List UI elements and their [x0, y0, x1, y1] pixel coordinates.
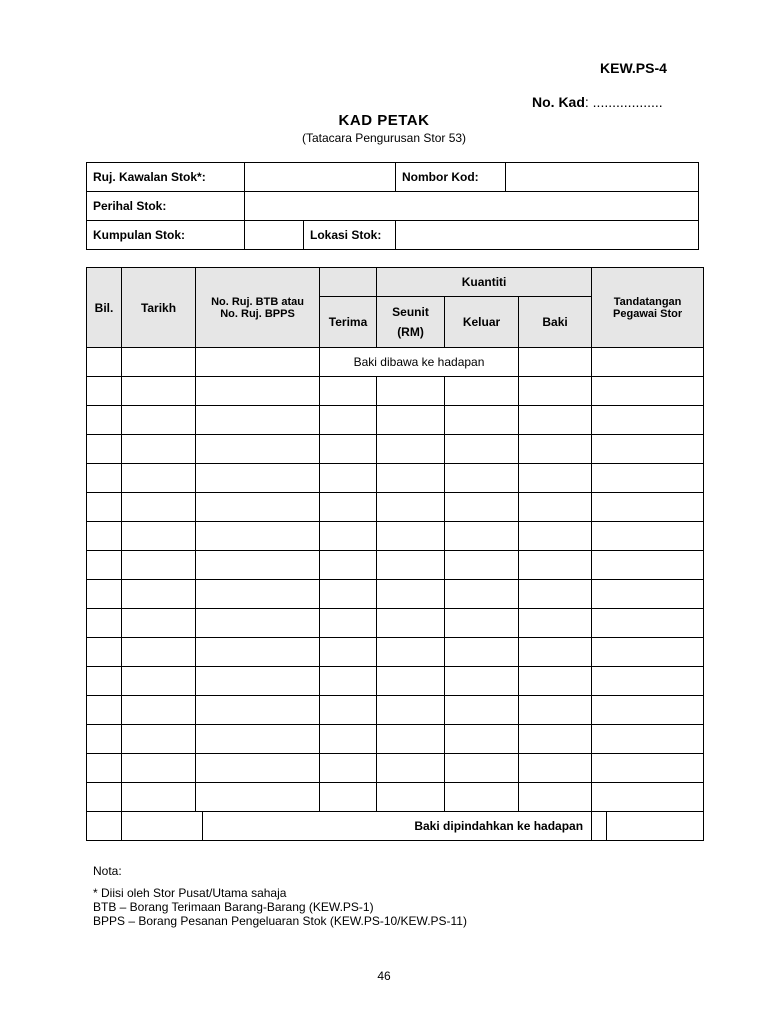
keluar-header: Keluar [445, 297, 519, 348]
table-cell[interactable] [122, 435, 196, 464]
table-cell[interactable] [196, 609, 320, 638]
stock-group-field[interactable] [245, 221, 304, 250]
table-cell[interactable] [519, 435, 592, 464]
table-cell[interactable] [122, 609, 196, 638]
table-cell[interactable] [377, 522, 445, 551]
table-cell[interactable] [592, 667, 704, 696]
table-cell[interactable] [122, 580, 196, 609]
table-cell[interactable] [377, 667, 445, 696]
table-cell[interactable] [519, 754, 592, 783]
table-cell[interactable] [196, 406, 320, 435]
notes-section [93, 864, 467, 928]
table-cell[interactable] [445, 580, 519, 609]
table-cell[interactable] [519, 406, 592, 435]
table-cell[interactable] [519, 696, 592, 725]
stock-card-table [86, 267, 704, 841]
table-cell[interactable] [377, 783, 445, 812]
page-number: 46 [377, 969, 391, 983]
stock-group-label: Kumpulan Stok: [87, 221, 245, 250]
table-cell[interactable] [320, 754, 377, 783]
table-cell[interactable] [320, 551, 377, 580]
table-cell[interactable] [87, 812, 122, 841]
table-cell[interactable] [519, 783, 592, 812]
table-cell[interactable] [592, 551, 704, 580]
table-cell[interactable] [87, 406, 122, 435]
table-cell[interactable] [196, 580, 320, 609]
table-cell[interactable] [87, 725, 122, 754]
table-cell[interactable] [196, 348, 320, 377]
table-cell[interactable] [445, 754, 519, 783]
bil-header: Bil. [87, 268, 122, 348]
table-cell[interactable] [445, 783, 519, 812]
table-cell[interactable] [445, 493, 519, 522]
table-cell[interactable] [196, 435, 320, 464]
table-cell[interactable] [445, 464, 519, 493]
table-cell[interactable] [87, 580, 122, 609]
table-cell[interactable] [122, 667, 196, 696]
table-row [87, 464, 704, 493]
table-cell[interactable] [87, 435, 122, 464]
table-cell[interactable] [87, 464, 122, 493]
carried-forward-row [87, 348, 704, 377]
table-cell[interactable] [519, 464, 592, 493]
terima-header: Terima [320, 297, 377, 348]
kuantiti-header: Kuantiti [377, 268, 592, 297]
table-cell[interactable] [377, 435, 445, 464]
card-number-value[interactable]: : .................. [584, 94, 663, 110]
table-cell[interactable] [519, 493, 592, 522]
table-cell[interactable] [122, 464, 196, 493]
table-cell[interactable] [122, 377, 196, 406]
table-cell[interactable] [196, 638, 320, 667]
table-cell[interactable] [519, 638, 592, 667]
note-line: BTB – Borang Terimaan Barang-Barang (KEW.PS-1) [93, 900, 374, 914]
stock-control-ref-field[interactable] [245, 163, 396, 192]
table-cell[interactable] [377, 551, 445, 580]
notes-heading: Nota: [93, 864, 122, 878]
table-row [87, 754, 704, 783]
table-row [87, 551, 704, 580]
table-row [87, 725, 704, 754]
table-cell[interactable] [445, 725, 519, 754]
table-cell[interactable] [592, 493, 704, 522]
stock-info-table [86, 162, 699, 250]
table-cell[interactable] [592, 435, 704, 464]
table-cell[interactable] [519, 377, 592, 406]
table-cell[interactable] [320, 783, 377, 812]
carried-forward-label: Baki dibawa ke hadapan [320, 348, 519, 377]
table-cell[interactable] [445, 696, 519, 725]
table-cell[interactable] [592, 609, 704, 638]
stock-entry-rows [87, 377, 704, 812]
card-number [532, 94, 663, 110]
table-cell[interactable] [320, 406, 377, 435]
page-subtitle: (Tatacara Pengurusan Stor 53) [301, 131, 467, 145]
stock-location-field[interactable] [396, 221, 699, 250]
table-cell[interactable] [87, 377, 122, 406]
table-cell[interactable] [377, 377, 445, 406]
table-cell[interactable] [445, 406, 519, 435]
reference-header-line2: No. Ruj. BPPS [220, 307, 295, 320]
quantity-spacer-header [320, 268, 377, 297]
table-cell[interactable] [592, 812, 607, 841]
table-cell[interactable] [87, 493, 122, 522]
signature-header-line1: Tandatangan [613, 295, 682, 308]
table-row [87, 609, 704, 638]
table-cell[interactable] [592, 638, 704, 667]
stock-control-ref-label: Ruj. Kawalan Stok*: [87, 163, 245, 192]
table-cell[interactable] [196, 725, 320, 754]
table-cell[interactable] [320, 522, 377, 551]
note-line: BPPS – Borang Pesanan Pengeluaran Stok (KEW.PS-10/KEW.PS-11) [93, 914, 467, 928]
table-cell[interactable] [320, 377, 377, 406]
table-cell[interactable] [445, 522, 519, 551]
table-cell[interactable] [122, 551, 196, 580]
table-cell[interactable] [320, 725, 377, 754]
carried-over-row [87, 812, 704, 841]
table-cell[interactable] [196, 522, 320, 551]
table-cell[interactable] [320, 696, 377, 725]
table-cell[interactable] [87, 783, 122, 812]
table-cell[interactable] [377, 754, 445, 783]
card-number-label: No. Kad [532, 94, 585, 110]
table-cell[interactable] [122, 725, 196, 754]
table-cell[interactable] [196, 464, 320, 493]
table-cell[interactable] [320, 493, 377, 522]
table-cell[interactable] [87, 609, 122, 638]
table-cell[interactable] [320, 667, 377, 696]
table-row [87, 696, 704, 725]
table-cell[interactable] [122, 696, 196, 725]
table-cell[interactable] [196, 551, 320, 580]
table-cell[interactable] [122, 348, 196, 377]
table-cell[interactable] [592, 522, 704, 551]
table-cell[interactable] [519, 522, 592, 551]
table-cell[interactable] [519, 667, 592, 696]
table-row [87, 493, 704, 522]
table-cell[interactable] [122, 522, 196, 551]
stock-subject-label: Perihal Stok: [87, 192, 245, 221]
table-row [87, 638, 704, 667]
table-cell[interactable] [196, 377, 320, 406]
table-cell[interactable] [592, 580, 704, 609]
table-cell[interactable] [519, 609, 592, 638]
signature-header-line2: Pegawai Stor [613, 307, 683, 320]
code-number-label: Nombor Kod: [396, 163, 506, 192]
table-cell[interactable] [377, 464, 445, 493]
table-cell[interactable] [592, 696, 704, 725]
table-cell[interactable] [519, 725, 592, 754]
table-cell[interactable] [196, 696, 320, 725]
page-title: KAD PETAK [338, 112, 430, 129]
baki-header: Baki [519, 297, 592, 348]
table-cell[interactable] [592, 348, 704, 377]
table-cell[interactable] [377, 638, 445, 667]
table-cell[interactable] [320, 609, 377, 638]
table-cell[interactable] [592, 377, 704, 406]
table-cell[interactable] [320, 638, 377, 667]
table-cell[interactable] [592, 406, 704, 435]
table-row [87, 435, 704, 464]
table-cell[interactable] [196, 783, 320, 812]
table-row [87, 667, 704, 696]
table-cell[interactable] [377, 609, 445, 638]
table-cell[interactable] [122, 754, 196, 783]
table-cell[interactable] [320, 464, 377, 493]
table-cell[interactable] [592, 725, 704, 754]
table-cell[interactable] [592, 783, 704, 812]
table-cell[interactable] [519, 348, 592, 377]
table-cell[interactable] [445, 551, 519, 580]
table-cell[interactable] [87, 667, 122, 696]
table-cell[interactable] [320, 580, 377, 609]
table-cell[interactable] [592, 754, 704, 783]
table-cell[interactable] [87, 754, 122, 783]
table-cell[interactable] [377, 493, 445, 522]
table-cell[interactable] [445, 638, 519, 667]
table-row [87, 783, 704, 812]
table-cell[interactable] [445, 667, 519, 696]
table-cell[interactable] [445, 377, 519, 406]
code-number-field[interactable] [506, 163, 699, 192]
seunit-header [377, 297, 445, 348]
table-cell[interactable] [196, 667, 320, 696]
table-cell[interactable] [377, 696, 445, 725]
table-cell[interactable] [87, 551, 122, 580]
table-row [87, 406, 704, 435]
table-cell[interactable] [377, 725, 445, 754]
table-cell[interactable] [592, 464, 704, 493]
table-cell[interactable] [196, 493, 320, 522]
table-row [87, 522, 704, 551]
table-cell[interactable] [377, 406, 445, 435]
table-cell[interactable] [519, 580, 592, 609]
table-cell[interactable] [87, 348, 122, 377]
table-cell[interactable] [87, 638, 122, 667]
table-cell[interactable] [122, 638, 196, 667]
reference-header [196, 268, 320, 348]
table-cell[interactable] [87, 522, 122, 551]
tarikh-header: Tarikh [122, 268, 196, 348]
form-code: KEW.PS-4 [600, 60, 667, 76]
table-cell[interactable] [377, 580, 445, 609]
table-cell[interactable] [122, 493, 196, 522]
stock-location-label: Lokasi Stok: [304, 221, 396, 250]
table-cell[interactable] [320, 435, 377, 464]
table-cell[interactable] [607, 812, 704, 841]
table-row [87, 580, 704, 609]
reference-header-line1: No. Ruj. BTB atau [211, 295, 304, 308]
carried-over-label: Baki dipindahkan ke hadapan [203, 812, 592, 841]
table-cell[interactable] [445, 609, 519, 638]
table-row [87, 377, 704, 406]
table-cell[interactable] [122, 783, 196, 812]
table-cell[interactable] [445, 435, 519, 464]
table-cell[interactable] [87, 696, 122, 725]
seunit-header-line1: Seunit [392, 305, 429, 319]
note-line: * Diisi oleh Stor Pusat/Utama sahaja [93, 886, 287, 900]
signature-header [592, 268, 704, 348]
seunit-header-line2: (RM) [397, 325, 424, 339]
table-cell[interactable] [122, 406, 196, 435]
stock-subject-field[interactable] [245, 192, 699, 221]
table-cell[interactable] [122, 812, 203, 841]
table-cell[interactable] [519, 551, 592, 580]
table-cell[interactable] [196, 754, 320, 783]
